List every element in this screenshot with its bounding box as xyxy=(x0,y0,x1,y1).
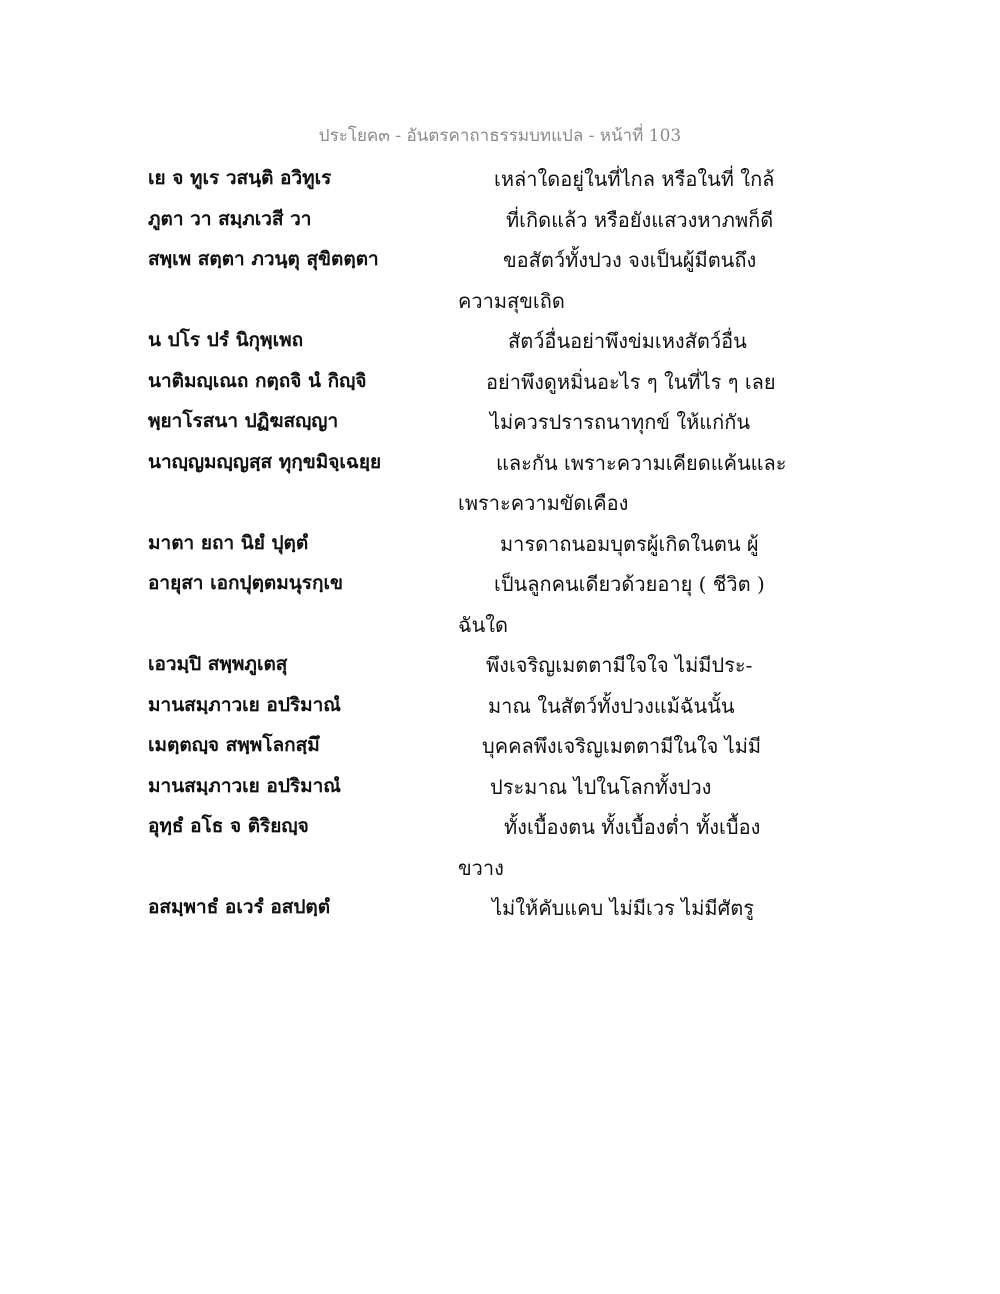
pali-line: มาตา ยถา นิยํ ปุตฺตํ xyxy=(148,531,309,554)
verse-row xyxy=(0,643,1000,684)
verse-row xyxy=(0,522,1000,563)
verse-row xyxy=(0,400,1000,441)
verse-row xyxy=(0,157,1000,198)
thai-translation-line: ไม่ให้คับแคบ ไม่มีเวร ไม่มีศัตรู xyxy=(492,896,755,920)
thai-continuation-line: ขวาง xyxy=(458,855,504,880)
pali-line: สพฺเพ สตฺตา ภวนฺตุ สุขิตตฺตา xyxy=(148,248,379,270)
thai-translation-line: มาณ ในสัตว์ทั้งปวงแม้ฉันนั้น xyxy=(488,693,735,718)
pali-line: น ปโร ปรํ นิกุพฺเพถ xyxy=(148,329,304,351)
verse-row xyxy=(0,724,1000,765)
verse-row xyxy=(0,684,1000,725)
continuation-row xyxy=(0,603,1000,644)
pali-line: นาญฺญมญฺญสฺส ทุกฺขมิจฺเฉยฺย xyxy=(148,450,382,473)
pali-line: พฺยาโรสนา ปฏิฆสญฺญา xyxy=(148,410,339,432)
thai-translation-line: บุคคลพึงเจริญเมตตามีในใจ ไม่มี xyxy=(482,734,762,758)
verse-row xyxy=(0,805,1000,846)
verse-row xyxy=(0,198,1000,239)
thai-continuation-line: เพราะความขัดเคือง xyxy=(458,491,629,515)
pali-line: เมตฺตญฺจ สพฺพโลกสฺมึ xyxy=(148,734,320,756)
verse-row xyxy=(0,441,1000,482)
thai-translation-line: เหล่าใดอยู่ในที่ไกล หรือในที่ ใกล้ xyxy=(494,167,775,191)
thai-translation-line: สัตว์อื่นอย่าพึงข่มเหงสัตว์อื่น xyxy=(508,329,747,353)
pali-line: เย จ ทูเร วสนฺติ อวิทูเร xyxy=(148,167,332,189)
continuation-row xyxy=(0,279,1000,320)
pali-line: นาติมญฺเณถ กตฺถจิ นํ กิญฺจิ xyxy=(148,369,367,392)
thai-translation-line: ประมาณ ไปในโลกทั้งปวง xyxy=(490,774,712,799)
pali-line: อสมฺพาธํ อเวรํ อสปตฺตํ xyxy=(148,896,331,918)
pali-line: อายุสา เอกปุตฺตมนุรกฺเข xyxy=(148,572,343,594)
thai-translation-line: พึงเจริญเมตตามีใจใจ ไม่มีประ- xyxy=(486,653,753,677)
thai-translation-line: มารดาถนอมบุตรผู้เกิดในตน ผู้ xyxy=(500,531,759,556)
continuation-row xyxy=(0,481,1000,522)
verse-list xyxy=(0,157,1000,927)
verse-row xyxy=(0,765,1000,806)
thai-continuation-line: ฉันใด xyxy=(458,612,509,637)
thai-translation-line: เป็นลูกคนเดียวด้วยอายุ ( ชีวิต ) xyxy=(494,572,765,596)
pali-line: ภูตา วา สมฺภเวสี วา xyxy=(148,207,312,230)
continuation-row xyxy=(0,846,1000,887)
verse-row xyxy=(0,319,1000,360)
verse-row xyxy=(0,360,1000,401)
thai-translation-line: ขอสัตว์ทั้งปวง จงเป็นผู้มีตนถึง xyxy=(503,248,757,272)
pali-line: มานสมฺภาวเย อปริมาณํ xyxy=(148,774,341,797)
pali-line: มานสมฺภาวเย อปริมาณํ xyxy=(148,693,341,716)
thai-translation-line: ที่เกิดแล้ว หรือยังแสวงหาภพก็ดี xyxy=(506,207,774,232)
page-header: ประโยค๓ - อันตรคาถาธรรมบทแปล - หน้าที่ 103 xyxy=(318,126,682,146)
thai-translation-line: ไม่ควรปรารถนาทุกข์ ให้แก่กัน xyxy=(490,410,751,434)
verse-row xyxy=(0,238,1000,279)
thai-translation-line: ทั้งเบื้องตน ทั้งเบื้องต่ำ ทั้งเบื้อง xyxy=(504,815,761,839)
thai-translation-line: และกัน เพราะความเคียดแค้นและ xyxy=(496,450,787,475)
thai-translation-line: อย่าพึงดูหมิ่นอะไร ๆ ในที่ไร ๆ เลย xyxy=(486,369,776,394)
thai-continuation-line: ความสุขเถิด xyxy=(458,288,565,313)
verse-row xyxy=(0,562,1000,603)
pali-line: อุทฺธํ อโธ จ ติริยญฺจ xyxy=(148,815,309,837)
verse-row xyxy=(0,886,1000,927)
pali-line: เอวมฺปิ สพฺพภูเตสุ xyxy=(148,653,288,675)
